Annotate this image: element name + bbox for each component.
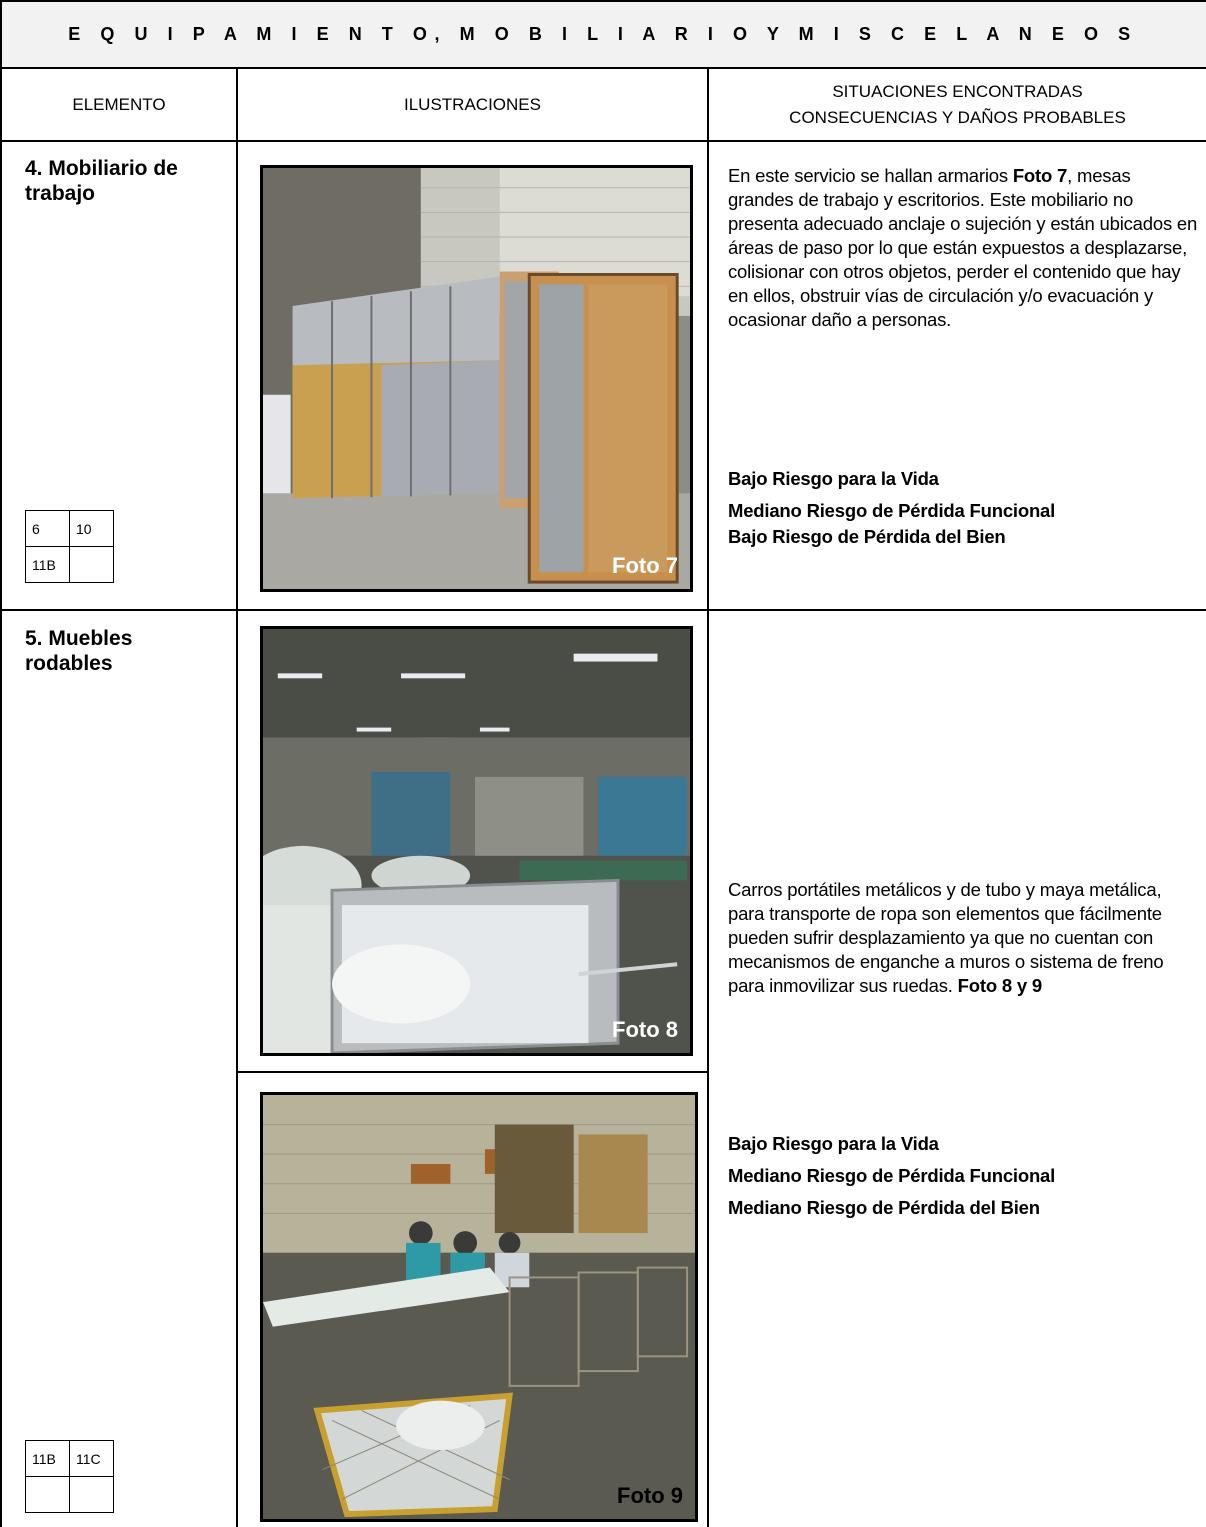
description-text: En este servicio se hallan armarios <box>728 165 1013 186</box>
divider-col-2 <box>707 67 709 1527</box>
photo-foto-7 <box>260 165 693 592</box>
divider-photos <box>236 1071 708 1073</box>
photo-image <box>263 168 690 589</box>
header-ilustraciones: ILUSTRACIONES <box>404 94 541 114</box>
photo-image <box>263 629 690 1053</box>
header-situaciones <box>709 69 1206 140</box>
description <box>728 164 1198 332</box>
code-cell: 11B <box>26 1441 70 1477</box>
photo-label: Foto 7 <box>612 553 678 578</box>
photo-label: Foto 9 <box>617 1483 683 1508</box>
risk-life: Bajo Riesgo para la Vida <box>728 1133 939 1154</box>
code-cell: 10 <box>70 511 114 547</box>
header-situaciones-line2: CONSECUENCIAS Y DAÑOS PROBABLES <box>789 107 1126 127</box>
element-title: 5. Muebles rodables <box>25 627 133 675</box>
photo-foto-8 <box>260 626 693 1056</box>
code-cell: 11C <box>70 1441 114 1477</box>
risk-functional: Mediano Riesgo de Pérdida Funcional <box>728 500 1056 521</box>
code-cell <box>70 547 114 583</box>
risk-list <box>728 466 1198 550</box>
code-grid <box>25 510 114 583</box>
risk-property: Mediano Riesgo de Pérdida del Bien <box>728 1197 1040 1218</box>
element-title: 4. Mobiliario de trabajo <box>25 157 178 205</box>
description-text: Carros portátiles metálicos y de tubo y maya metálica, para transporte de ropa son elementos que fácilmente pueden sufrir desplazamiento ya que no cuentan con mecanismos de enganche a muros o sistema de freno para inmovilizar sus ruedas. <box>728 879 1164 996</box>
risk-life: Bajo Riesgo para la Vida <box>728 468 939 489</box>
risk-functional: Mediano Riesgo de Pérdida Funcional <box>728 1165 1056 1186</box>
header-elemento: ELEMENTO <box>72 94 166 114</box>
border-top <box>0 0 1206 2</box>
table-title: E Q U I P A M I E N T O, M O B I L I A R I O Y M I S C E L A N E O S <box>0 0 1206 68</box>
code-cell <box>70 1477 114 1513</box>
divider-row <box>0 609 1206 611</box>
code-cell: 11B <box>26 547 70 583</box>
photo-reference: Foto 7 <box>1012 165 1068 186</box>
risk-list <box>728 1131 1198 1221</box>
header-situaciones-line1: SITUACIONES ENCONTRADAS <box>832 81 1083 101</box>
photo-reference: Foto 8 y 9 <box>957 975 1043 996</box>
description <box>728 878 1198 998</box>
divider-col-1 <box>236 67 238 1527</box>
description-text: , mesas grandes de trabajo y escritorios. Este mobiliario no presenta adecuado anclaje o sujeción y están ubicados en áreas de paso por lo que están expuestos a desplazarse, colisionar con otros objetos, perder el contenido que hay en ellos, obstruir vías de circulación y/o evacuación y ocasionar daño a personas. <box>728 165 1198 330</box>
code-cell <box>26 1477 70 1513</box>
divider-header <box>0 140 1206 142</box>
photo-image <box>263 1095 695 1519</box>
risk-property: Bajo Riesgo de Pérdida del Bien <box>728 526 1006 547</box>
border-left <box>0 0 2 1527</box>
code-grid <box>25 1440 114 1513</box>
photo-label: Foto 8 <box>612 1017 678 1042</box>
code-cell: 6 <box>26 511 70 547</box>
photo-foto-9 <box>260 1092 698 1522</box>
